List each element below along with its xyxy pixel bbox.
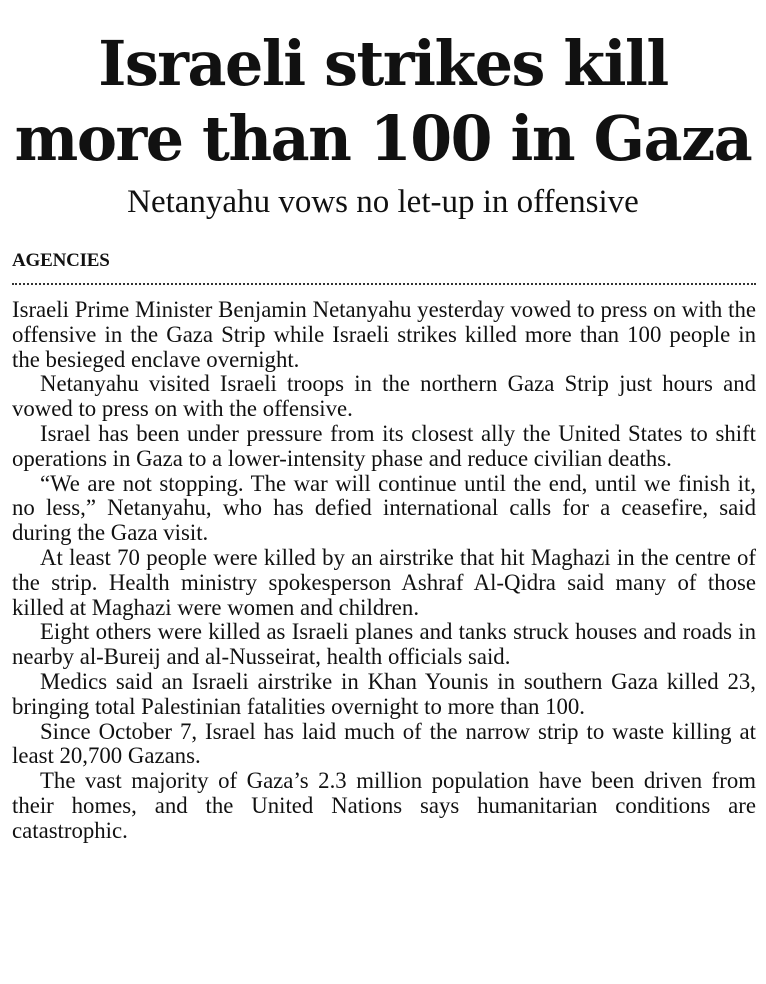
article-paragraph: Israeli Prime Minister Benjamin Netanyahu yesterday vowed to press on with the offensive in the Gaza Strip while Israeli strikes killed more than 100 people in the besieged enclave overnight. (12, 297, 756, 372)
article-paragraph: Eight others were killed as Israeli planes and tanks struck houses and roads in nearby al-Bureij and al-Nusseirat, health officials said. (12, 619, 756, 670)
byline: AGENCIES (12, 250, 110, 271)
subheadline: Netanyahu vows no let-up in offensive (127, 184, 639, 220)
article-paragraph: Since October 7, Israel has laid much of the narrow strip to waste killing at least 20,700 Gazans. (12, 718, 756, 769)
article-paragraph: Medics said an Israeli airstrike in Khan Younis in southern Gaza killed 23, bringing total Palestinian fatalities overnight to more than 100. (12, 668, 756, 719)
headline-line-2: more than 100 in Gaza (14, 102, 752, 175)
article-body (12, 298, 756, 844)
article-paragraph: “We are not stopping. The war will continue until the end, until we finish it, no less,” Netanyahu, who has defied international calls for a ceasefire, said during the Gaza visit. (12, 470, 756, 546)
article-paragraph: Netanyahu visited Israeli troops in the northern Gaza Strip just hours and vowed to press on with the offensive. (12, 371, 756, 422)
article-paragraph: Israel has been under pressure from its closest ally the United States to shift operations in Gaza to a lower-intensity phase and reduce civilian deaths. (12, 420, 756, 471)
article-paragraph: At least 70 people were killed by an airstrike that hit Maghazi in the centre of the strip. Health ministry spokesperson Ashraf Al-Qidra said many of those killed at Maghazi were women and children. (12, 544, 756, 620)
dotted-divider (12, 283, 756, 285)
headline (11, 26, 754, 176)
headline-line-1: Israeli strikes kill (98, 27, 668, 100)
article-paragraph: The vast majority of Gaza’s 2.3 million population have been driven from their homes, and the United Nations says humanitarian conditions are catastrophic. (12, 768, 756, 843)
